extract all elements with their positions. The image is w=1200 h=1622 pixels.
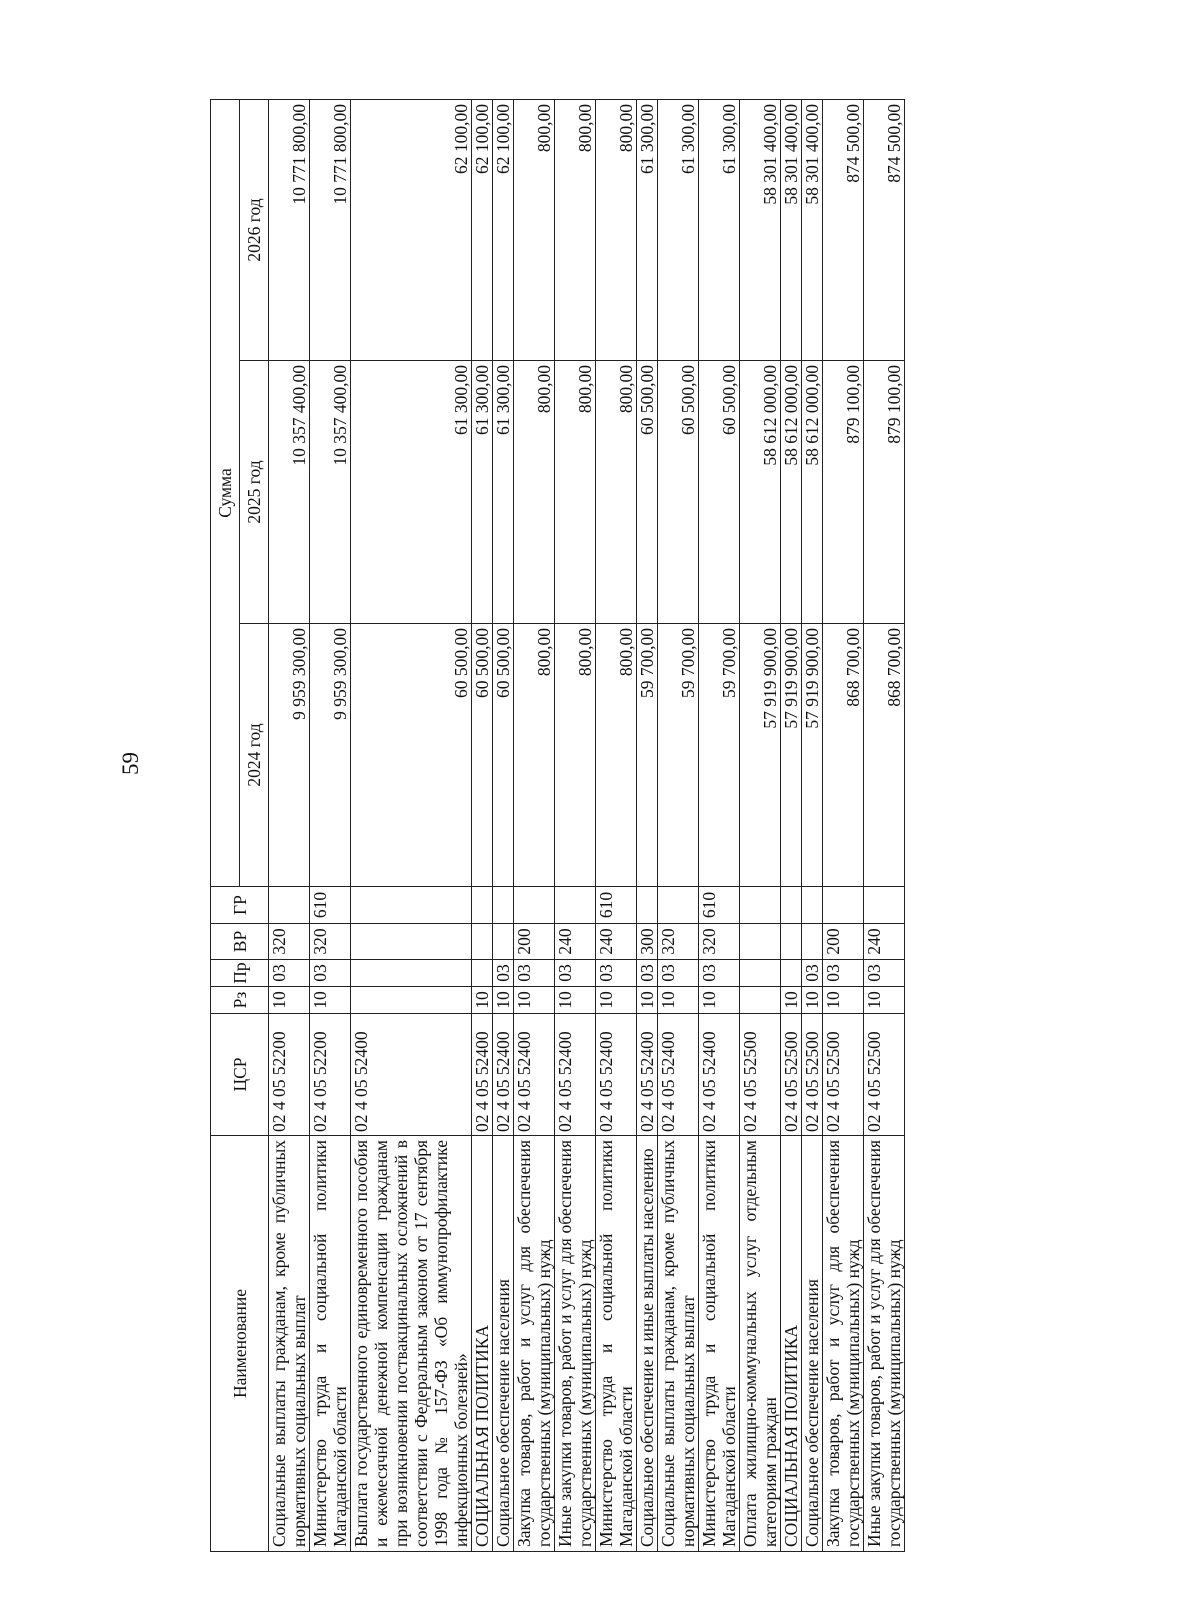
header-sum: Сумма bbox=[211, 100, 240, 887]
row-name-cell: СОЦИАЛЬНАЯ ПОЛИТИКА bbox=[781, 1136, 802, 1552]
row-rz-cell: 10 bbox=[864, 987, 905, 1014]
row-amount-2024: 9 959 300,00 bbox=[269, 624, 310, 887]
row-name-cell: Выплата государственного единовременного пособия и ежемесячной денежной компенсации гражданам при возникновении поствакцинальных осложнений в соответствии с Федеральным законом от 17 сентября 1998 года № 157-ФЗ «Об иммунопрофилактике инфекционных болезней» bbox=[351, 1136, 472, 1552]
table-row bbox=[269, 100, 310, 1552]
row-gr-cell bbox=[351, 887, 472, 924]
budget-table bbox=[210, 99, 905, 1552]
row-amount-2024: 57 919 900,00 bbox=[802, 624, 823, 887]
row-amount-2024: 9 959 300,00 bbox=[310, 624, 351, 887]
row-vr-cell bbox=[802, 924, 823, 960]
row-name-cell: Иные закупки товаров, работ и услуг для обеспечения государственных (муниципальных) нужд bbox=[555, 1136, 596, 1552]
table-row bbox=[864, 100, 905, 1552]
row-rz-cell: 10 bbox=[596, 987, 637, 1014]
row-csr-cell: 02 4 05 52400 bbox=[472, 1014, 493, 1136]
row-gr-cell bbox=[823, 887, 864, 924]
row-name-cell: Министерство труда и социальной политики Магаданской области bbox=[310, 1136, 351, 1552]
row-csr-cell: 02 4 05 52200 bbox=[269, 1014, 310, 1136]
row-amount-2024: 57 919 900,00 bbox=[740, 624, 781, 887]
row-amount-2025: 879 100,00 bbox=[864, 361, 905, 624]
row-vr-cell bbox=[740, 924, 781, 960]
row-name-cell: Оплата жилищно-коммунальных услуг отдельным категориям граждан bbox=[740, 1136, 781, 1552]
row-csr-cell: 02 4 05 52500 bbox=[864, 1014, 905, 1136]
row-gr-cell: 610 bbox=[596, 887, 637, 924]
row-pr-cell: 03 bbox=[514, 960, 555, 987]
table-row bbox=[802, 100, 823, 1552]
row-name-cell: Закупка товаров, работ и услуг для обеспечения государственных (муниципальных) нужд bbox=[823, 1136, 864, 1552]
row-name-cell: Социальное обеспечение населения bbox=[802, 1136, 823, 1552]
row-name-cell: Иные закупки товаров, работ и услуг для обеспечения государственных (муниципальных) нужд bbox=[864, 1136, 905, 1552]
row-vr-cell: 240 bbox=[596, 924, 637, 960]
row-rz-cell: 10 bbox=[699, 987, 740, 1014]
row-amount-2024: 800,00 bbox=[514, 624, 555, 887]
row-rz-cell: 10 bbox=[555, 987, 596, 1014]
row-amount-2025: 61 300,00 bbox=[493, 361, 514, 624]
row-amount-2026: 10 771 800,00 bbox=[310, 100, 351, 361]
row-pr-cell bbox=[740, 960, 781, 987]
row-pr-cell: 03 bbox=[637, 960, 658, 987]
page-number: 59 bbox=[118, 752, 143, 775]
row-pr-cell: 03 bbox=[493, 960, 514, 987]
header-vr: ВР bbox=[211, 924, 269, 960]
row-csr-cell: 02 4 05 52500 bbox=[740, 1014, 781, 1136]
row-amount-2025: 61 300,00 bbox=[472, 361, 493, 624]
row-csr-cell: 02 4 05 52400 bbox=[637, 1014, 658, 1136]
row-name-cell: Закупка товаров, работ и услуг для обеспечения государственных (муниципальных) нужд bbox=[514, 1136, 555, 1552]
table-row bbox=[596, 100, 637, 1552]
row-gr-cell bbox=[472, 887, 493, 924]
row-rz-cell: 10 bbox=[637, 987, 658, 1014]
row-amount-2025: 800,00 bbox=[514, 361, 555, 624]
row-gr-cell bbox=[555, 887, 596, 924]
row-vr-cell: 200 bbox=[823, 924, 864, 960]
table-row bbox=[637, 100, 658, 1552]
row-pr-cell: 03 bbox=[269, 960, 310, 987]
table-row bbox=[658, 100, 699, 1552]
row-amount-2024: 60 500,00 bbox=[472, 624, 493, 887]
row-vr-cell bbox=[493, 924, 514, 960]
row-rz-cell: 10 bbox=[310, 987, 351, 1014]
row-gr-cell bbox=[740, 887, 781, 924]
row-pr-cell: 03 bbox=[823, 960, 864, 987]
row-amount-2025: 58 612 000,00 bbox=[802, 361, 823, 624]
row-pr-cell: 03 bbox=[555, 960, 596, 987]
table-row bbox=[493, 100, 514, 1552]
header-gr: ГР bbox=[211, 887, 269, 924]
row-amount-2025: 60 500,00 bbox=[637, 361, 658, 624]
row-amount-2026: 61 300,00 bbox=[637, 100, 658, 361]
row-amount-2025: 10 357 400,00 bbox=[310, 361, 351, 624]
row-vr-cell: 320 bbox=[269, 924, 310, 960]
row-name-cell: Социальные выплаты гражданам, кроме публичных нормативных социальных выплат bbox=[658, 1136, 699, 1552]
row-amount-2026: 800,00 bbox=[555, 100, 596, 361]
row-csr-cell: 02 4 05 52500 bbox=[802, 1014, 823, 1136]
row-amount-2024: 59 700,00 bbox=[699, 624, 740, 887]
row-rz-cell bbox=[740, 987, 781, 1014]
table-row bbox=[514, 100, 555, 1552]
row-gr-cell bbox=[514, 887, 555, 924]
header-name: Наименование bbox=[211, 1136, 269, 1552]
row-csr-cell: 02 4 05 52500 bbox=[823, 1014, 864, 1136]
row-gr-cell bbox=[637, 887, 658, 924]
row-csr-cell: 02 4 05 52400 bbox=[493, 1014, 514, 1136]
row-rz-cell: 10 bbox=[802, 987, 823, 1014]
row-gr-cell bbox=[864, 887, 905, 924]
row-vr-cell: 200 bbox=[514, 924, 555, 960]
row-gr-cell bbox=[493, 887, 514, 924]
row-csr-cell: 02 4 05 52400 bbox=[596, 1014, 637, 1136]
row-amount-2025: 58 612 000,00 bbox=[740, 361, 781, 624]
row-amount-2026: 61 300,00 bbox=[658, 100, 699, 361]
row-csr-cell: 02 4 05 52400 bbox=[514, 1014, 555, 1136]
row-amount-2025: 61 300,00 bbox=[351, 361, 472, 624]
row-pr-cell: 03 bbox=[699, 960, 740, 987]
header-rz: Рз bbox=[211, 987, 269, 1014]
row-amount-2024: 60 500,00 bbox=[493, 624, 514, 887]
row-pr-cell bbox=[472, 960, 493, 987]
row-pr-cell bbox=[351, 960, 472, 987]
table-row bbox=[699, 100, 740, 1552]
row-csr-cell: 02 4 05 52400 bbox=[555, 1014, 596, 1136]
table-row bbox=[472, 100, 493, 1552]
table-header bbox=[211, 100, 269, 1552]
row-amount-2026: 58 301 400,00 bbox=[740, 100, 781, 361]
row-name-cell: СОЦИАЛЬНАЯ ПОЛИТИКА bbox=[472, 1136, 493, 1552]
table-row bbox=[740, 100, 781, 1552]
row-vr-cell bbox=[781, 924, 802, 960]
row-rz-cell: 10 bbox=[823, 987, 864, 1014]
row-csr-cell: 02 4 05 52400 bbox=[699, 1014, 740, 1136]
row-amount-2026: 58 301 400,00 bbox=[781, 100, 802, 361]
row-amount-2024: 57 919 900,00 bbox=[781, 624, 802, 887]
header-2026: 2026 год bbox=[240, 100, 269, 361]
header-2024: 2024 год bbox=[240, 624, 269, 887]
row-csr-cell: 02 4 05 52400 bbox=[658, 1014, 699, 1136]
row-amount-2025: 10 357 400,00 bbox=[269, 361, 310, 624]
row-name-cell: Социальное обеспечение и иные выплаты населению bbox=[637, 1136, 658, 1552]
row-gr-cell: 610 bbox=[310, 887, 351, 924]
table-row bbox=[781, 100, 802, 1552]
row-rz-cell: 10 bbox=[781, 987, 802, 1014]
row-vr-cell: 300 bbox=[637, 924, 658, 960]
row-amount-2026: 874 500,00 bbox=[864, 100, 905, 361]
table-body bbox=[269, 100, 905, 1552]
row-amount-2025: 879 100,00 bbox=[823, 361, 864, 624]
row-rz-cell: 10 bbox=[514, 987, 555, 1014]
row-amount-2025: 60 500,00 bbox=[658, 361, 699, 624]
table-row bbox=[823, 100, 864, 1552]
row-amount-2025: 58 612 000,00 bbox=[781, 361, 802, 624]
row-vr-cell bbox=[351, 924, 472, 960]
row-amount-2025: 800,00 bbox=[555, 361, 596, 624]
row-rz-cell: 10 bbox=[493, 987, 514, 1014]
row-csr-cell: 02 4 05 52400 bbox=[351, 1014, 472, 1136]
row-amount-2025: 60 500,00 bbox=[699, 361, 740, 624]
row-csr-cell: 02 4 05 52500 bbox=[781, 1014, 802, 1136]
row-vr-cell: 240 bbox=[864, 924, 905, 960]
row-vr-cell: 320 bbox=[699, 924, 740, 960]
row-amount-2026: 10 771 800,00 bbox=[269, 100, 310, 361]
row-rz-cell: 10 bbox=[269, 987, 310, 1014]
table-row bbox=[351, 100, 472, 1552]
row-pr-cell: 03 bbox=[864, 960, 905, 987]
row-amount-2024: 868 700,00 bbox=[864, 624, 905, 887]
table-row bbox=[555, 100, 596, 1552]
row-amount-2025: 800,00 bbox=[596, 361, 637, 624]
row-amount-2026: 874 500,00 bbox=[823, 100, 864, 361]
row-rz-cell: 10 bbox=[472, 987, 493, 1014]
header-pr: Пр bbox=[211, 960, 269, 987]
row-vr-cell: 320 bbox=[310, 924, 351, 960]
row-csr-cell: 02 4 05 52200 bbox=[310, 1014, 351, 1136]
row-pr-cell: 03 bbox=[658, 960, 699, 987]
row-amount-2026: 800,00 bbox=[596, 100, 637, 361]
row-amount-2026: 62 100,00 bbox=[472, 100, 493, 361]
row-vr-cell bbox=[472, 924, 493, 960]
row-gr-cell: 610 bbox=[699, 887, 740, 924]
row-gr-cell bbox=[802, 887, 823, 924]
row-vr-cell: 240 bbox=[555, 924, 596, 960]
row-pr-cell: 03 bbox=[802, 960, 823, 987]
row-pr-cell: 03 bbox=[596, 960, 637, 987]
row-amount-2024: 800,00 bbox=[555, 624, 596, 887]
row-amount-2026: 61 300,00 bbox=[699, 100, 740, 361]
row-amount-2026: 58 301 400,00 bbox=[802, 100, 823, 361]
table-row bbox=[310, 100, 351, 1552]
row-gr-cell bbox=[781, 887, 802, 924]
budget-table-container bbox=[210, 100, 1090, 1552]
row-pr-cell: 03 bbox=[310, 960, 351, 987]
row-amount-2024: 60 500,00 bbox=[351, 624, 472, 887]
row-rz-cell: 10 bbox=[658, 987, 699, 1014]
row-amount-2024: 59 700,00 bbox=[637, 624, 658, 887]
header-csr: ЦСР bbox=[211, 1014, 269, 1136]
row-gr-cell bbox=[269, 887, 310, 924]
row-amount-2026: 62 100,00 bbox=[493, 100, 514, 361]
row-amount-2024: 59 700,00 bbox=[658, 624, 699, 887]
row-name-cell: Министерство труда и социальной политики Магаданской области bbox=[596, 1136, 637, 1552]
row-rz-cell bbox=[351, 987, 472, 1014]
row-amount-2024: 800,00 bbox=[596, 624, 637, 887]
row-name-cell: Социальные выплаты гражданам, кроме публичных нормативных социальных выплат bbox=[269, 1136, 310, 1552]
row-pr-cell bbox=[781, 960, 802, 987]
row-name-cell: Министерство труда и социальной политики Магаданской области bbox=[699, 1136, 740, 1552]
row-amount-2026: 800,00 bbox=[514, 100, 555, 361]
row-vr-cell: 320 bbox=[658, 924, 699, 960]
row-gr-cell bbox=[658, 887, 699, 924]
row-amount-2026: 62 100,00 bbox=[351, 100, 472, 361]
row-name-cell: Социальное обеспечение населения bbox=[493, 1136, 514, 1552]
header-2025: 2025 год bbox=[240, 361, 269, 624]
row-amount-2024: 868 700,00 bbox=[823, 624, 864, 887]
